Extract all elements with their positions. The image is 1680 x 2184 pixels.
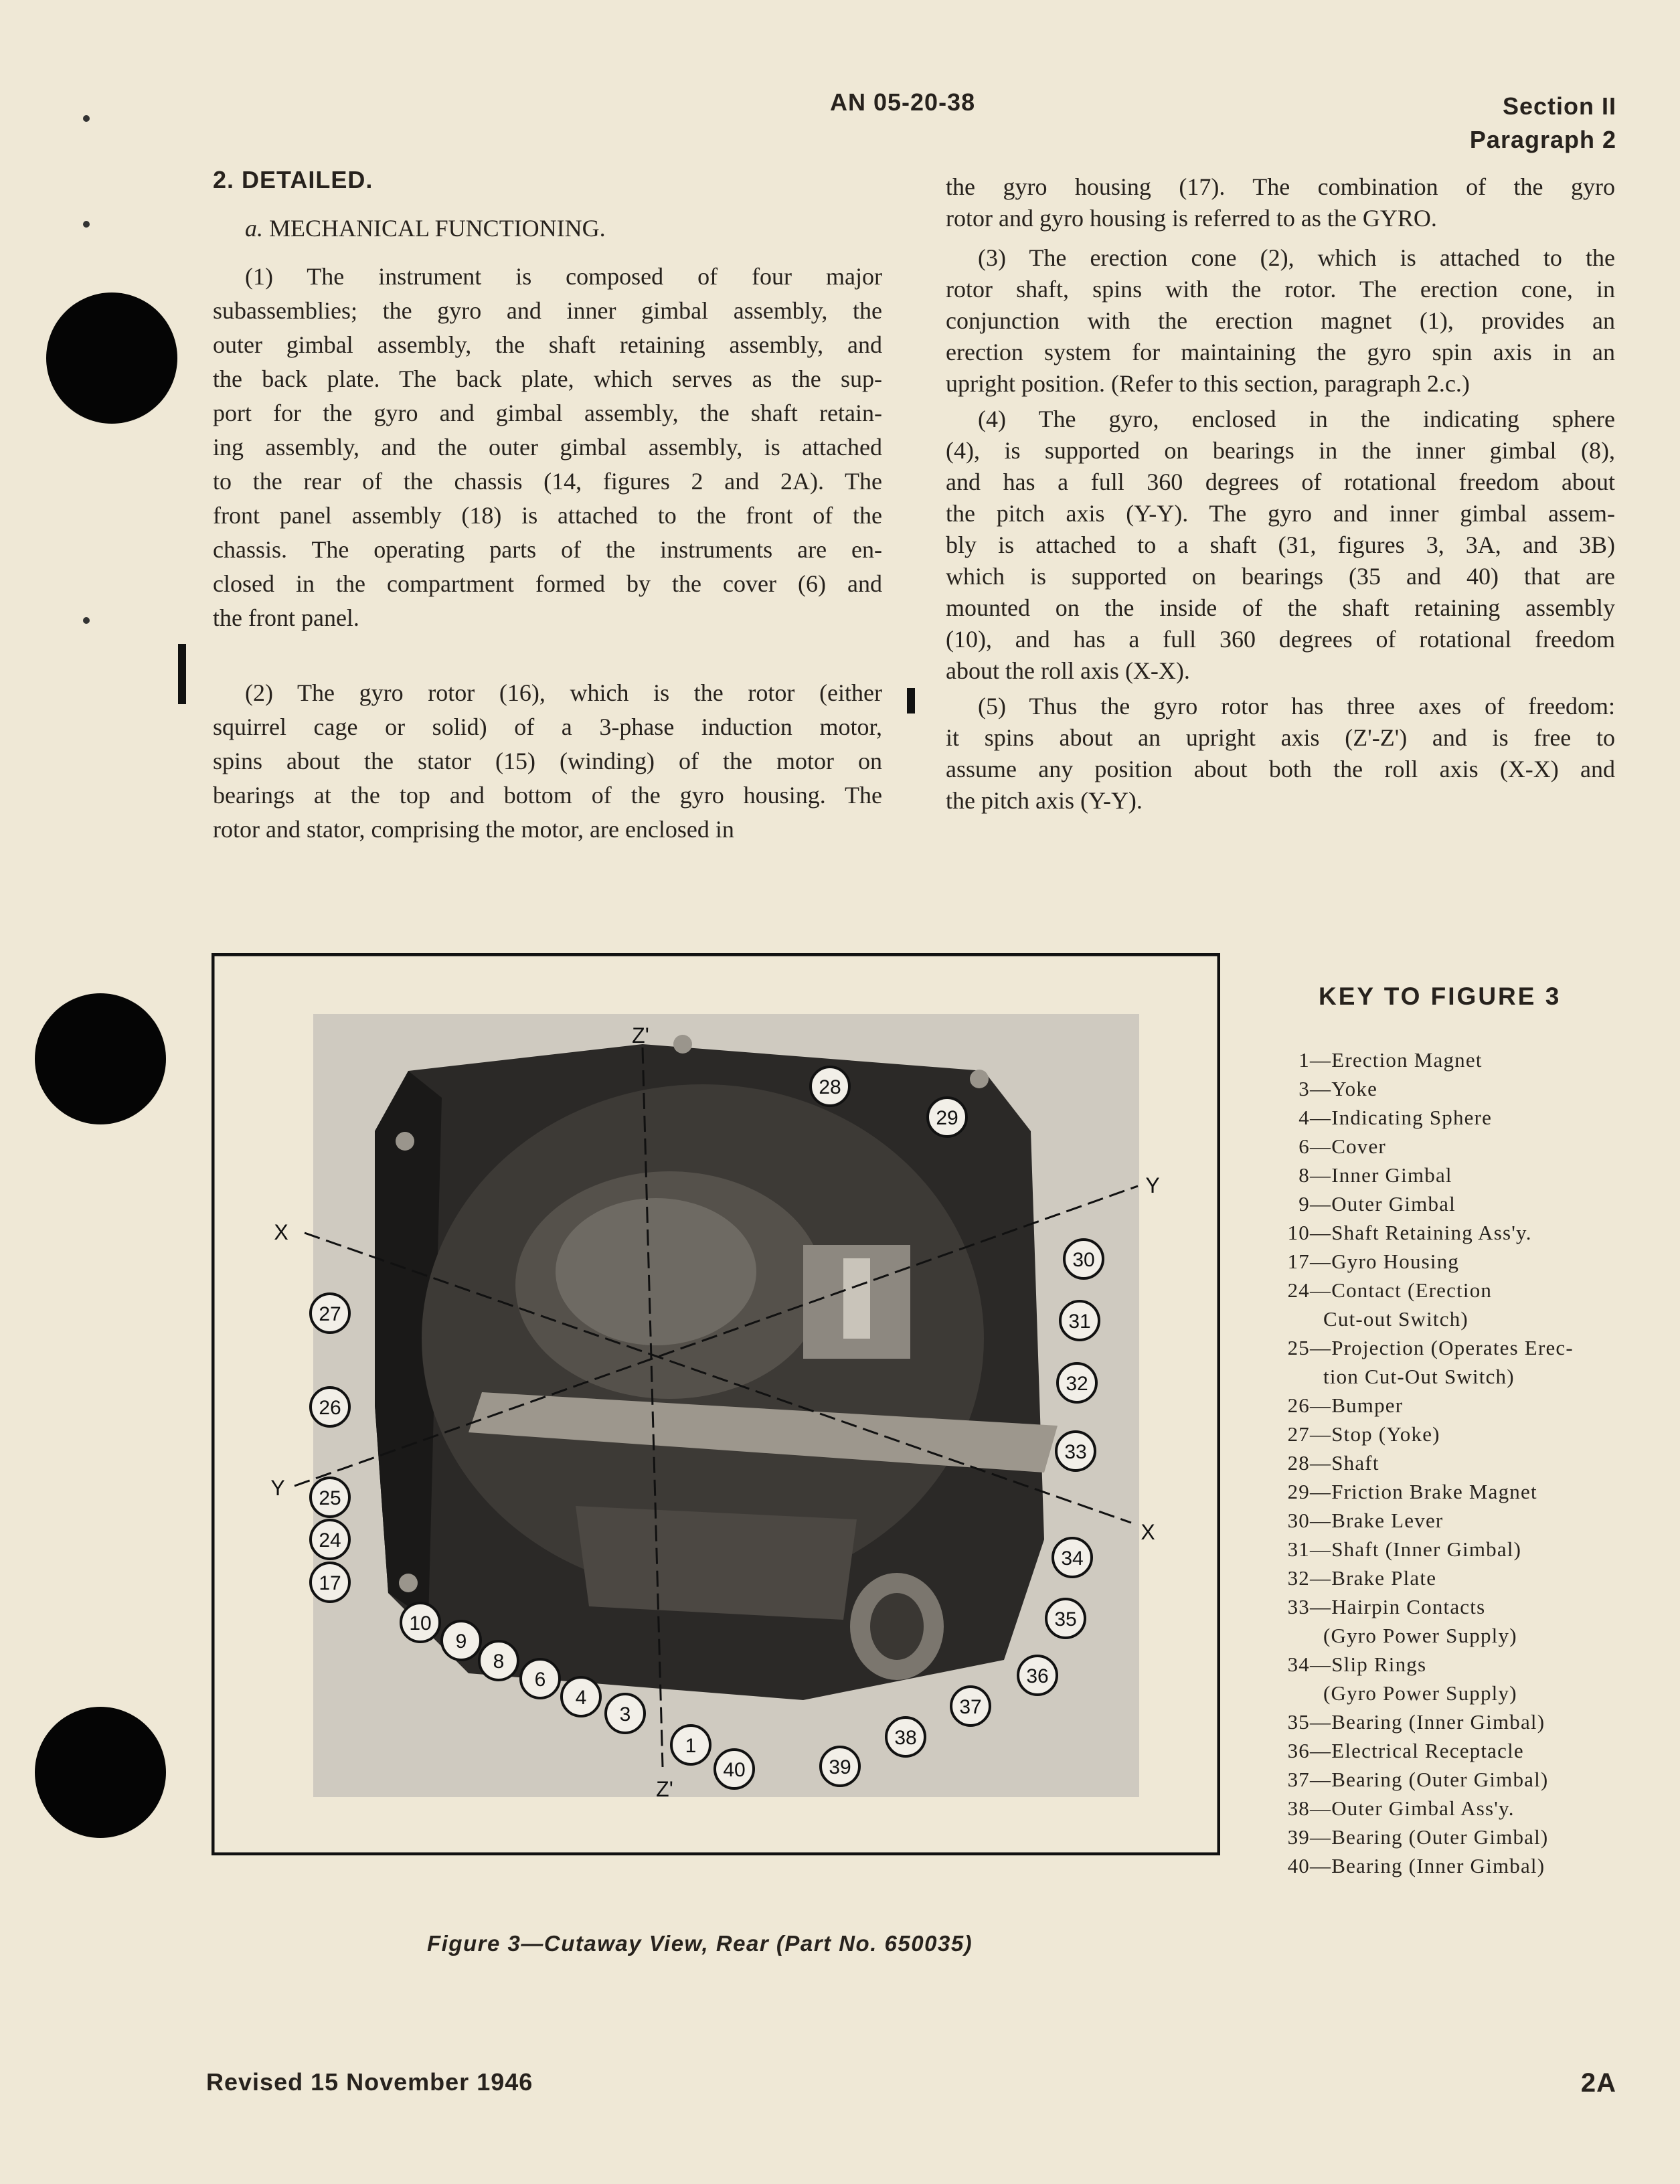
callout-number: 9: [455, 1630, 467, 1653]
subheading: [245, 214, 606, 242]
key-number: 39: [1287, 1825, 1310, 1849]
callout-33: [1056, 1432, 1095, 1471]
key-number: 35: [1287, 1710, 1310, 1734]
callout-number: 17: [319, 1572, 341, 1594]
axis-label: Y: [1145, 1173, 1160, 1197]
key-number: 37: [1287, 1768, 1310, 1791]
callout-number: 36: [1026, 1665, 1049, 1687]
text-line: rotor and stator, comprising the motor, are enclosed in: [213, 816, 734, 843]
text-line: (4) The gyro, enclosed in the indicating sphere: [978, 406, 1615, 432]
key-item: [1268, 1077, 1377, 1101]
punch-hole: [35, 1707, 166, 1838]
callout-1: [671, 1726, 710, 1764]
key-number: 6: [1298, 1135, 1310, 1158]
text-line: subassemblies; the gyro and inner gimbal assembly, the: [213, 297, 882, 324]
key-item: [1268, 1595, 1485, 1619]
callout-number: 28: [819, 1076, 841, 1098]
key-item: [1268, 1451, 1379, 1475]
key-item: [1268, 1854, 1545, 1878]
axis-label: X: [1141, 1520, 1155, 1544]
key-description: (Gyro Power Supply): [1323, 1681, 1517, 1705]
key-number: 27: [1287, 1422, 1310, 1446]
key-item: [1268, 1394, 1403, 1418]
text-line: the front panel.: [213, 604, 359, 631]
key-number: 1: [1298, 1048, 1310, 1072]
callout-37: [951, 1687, 990, 1726]
text-line: assume any position about both the roll axis (X-X) and: [946, 756, 1615, 782]
figure-3: [212, 953, 1220, 1855]
key-description: —Bearing (Outer Gimbal): [1310, 1825, 1549, 1849]
text-line: chassis. The operating parts of the instruments are en-: [213, 536, 882, 563]
key-number: 28: [1287, 1451, 1310, 1475]
text-line: port for the gyro and gimbal assembly, the shaft retain-: [213, 400, 882, 426]
callout-17: [311, 1563, 349, 1602]
callout-number: 27: [319, 1303, 341, 1325]
text-line: rotor and gyro housing is referred to as the GYRO.: [946, 205, 1437, 232]
key-number: 10: [1287, 1221, 1310, 1244]
key-item: [1268, 1566, 1436, 1590]
key-description: tion Cut-Out Switch): [1323, 1365, 1515, 1388]
key-description: —Bearing (Inner Gimbal): [1310, 1854, 1545, 1877]
key-description: —Gyro Housing: [1310, 1250, 1460, 1273]
text-line: which is supported on bearings (35 and 40) that are: [946, 563, 1615, 590]
text-line: (4), is supported on bearings in the inner gimbal (8),: [946, 437, 1615, 464]
key-number: 24: [1287, 1278, 1310, 1302]
key-item: [1268, 1163, 1452, 1187]
page-number: 2A: [1580, 2068, 1616, 2098]
callout-number: 33: [1064, 1441, 1087, 1463]
callout-10: [401, 1603, 440, 1642]
axis-label: Y: [270, 1476, 285, 1500]
callout-28: [811, 1067, 849, 1106]
key-item: [1268, 1739, 1524, 1763]
text-line: upright position. (Refer to this section, paragraph 2.c.): [946, 370, 1470, 397]
text-line: conjunction with the erection magnet (1), provides an: [946, 307, 1615, 334]
callout-number: 31: [1068, 1311, 1091, 1333]
callout-number: 37: [959, 1696, 982, 1718]
section-heading: 2. DETAILED.: [213, 166, 373, 193]
change-bar: [178, 644, 186, 704]
key-number: 32: [1287, 1566, 1310, 1590]
text-line: to the rear of the chassis (14, figures 2 and 2A). The: [213, 468, 882, 495]
key-description: —Brake Lever: [1310, 1509, 1444, 1532]
callout-38: [886, 1717, 925, 1756]
callout-30: [1064, 1240, 1103, 1278]
key-description: —Contact (Erection: [1310, 1278, 1493, 1302]
key-item: [1268, 1422, 1440, 1446]
key-description: —Erection Magnet: [1310, 1048, 1483, 1072]
key-item: [1268, 1480, 1537, 1504]
callout-number: 29: [936, 1107, 958, 1129]
key-description: —Bearing (Outer Gimbal): [1310, 1768, 1549, 1791]
text-line: (3) The erection cone (2), which is attached to the: [978, 244, 1615, 271]
key-item: [1268, 1307, 1468, 1331]
key-item: [1268, 1624, 1517, 1648]
text-line: bly is attached to a shaft (31, figures 3, 3A, and 3B): [946, 531, 1615, 558]
paragraph: [946, 691, 1615, 817]
key-item: [1268, 1278, 1492, 1303]
key-number: 31: [1287, 1537, 1310, 1561]
revision-date: Revised 15 November 1946: [206, 2068, 533, 2096]
text-line: it spins about an upright axis (Z'-Z') and is free to: [946, 724, 1615, 751]
callout-number: 3: [619, 1703, 631, 1726]
key-number: 40: [1287, 1854, 1310, 1877]
key-number: 3: [1298, 1077, 1310, 1100]
key-title: KEY TO FIGURE 3: [1319, 983, 1562, 1010]
section-label: Section II: [1502, 92, 1616, 120]
margin-dot: [83, 221, 90, 228]
key-item: [1268, 1825, 1548, 1849]
key-description: —Bearing (Inner Gimbal): [1310, 1710, 1545, 1734]
key-number: 26: [1287, 1394, 1310, 1417]
key-item: [1268, 1221, 1532, 1245]
text-line: erection system for maintaining the gyro spin axis in an: [946, 339, 1615, 365]
text-line: front panel assembly (18) is attached to the front of the: [213, 502, 882, 529]
callout-29: [928, 1098, 967, 1137]
key-number: 33: [1287, 1595, 1310, 1618]
callout-number: 30: [1072, 1249, 1095, 1271]
callout-9: [442, 1621, 481, 1660]
callout-40: [715, 1750, 754, 1788]
key-item: [1268, 1365, 1515, 1389]
callout-number: 38: [894, 1727, 917, 1749]
margin-dot: [83, 115, 90, 122]
callout-number: 35: [1054, 1608, 1077, 1630]
text-line: rotor shaft, spins with the rotor. The erection cone, in: [946, 276, 1615, 303]
key-number: 8: [1298, 1163, 1310, 1187]
key-number: 34: [1287, 1653, 1310, 1676]
key-description: —Bumper: [1310, 1394, 1404, 1417]
key-description: —Outer Gimbal: [1310, 1192, 1456, 1215]
key-description: —Hairpin Contacts: [1310, 1595, 1486, 1618]
margin-dot: [83, 617, 90, 624]
callout-32: [1058, 1363, 1096, 1402]
paragraph: [946, 242, 1615, 400]
axis-label: Z': [632, 1023, 649, 1047]
text-line: about the roll axis (X-X).: [946, 657, 1190, 684]
key-description: —Outer Gimbal Ass'y.: [1310, 1796, 1515, 1820]
callout-36: [1018, 1656, 1057, 1695]
key-number: 25: [1287, 1336, 1310, 1359]
text-line: the back plate. The back plate, which serves as the sup-: [213, 365, 882, 392]
text-line: ing assembly, and the outer gimbal assembly, is attached: [213, 434, 882, 460]
key-item: [1268, 1192, 1456, 1216]
callout-34: [1053, 1538, 1092, 1577]
text-line: (1) The instrument is composed of four major: [245, 263, 882, 290]
figure-caption: Figure 3—Cutaway View, Rear (Part No. 650035): [427, 1931, 973, 1956]
key-description: —Stop (Yoke): [1310, 1422, 1440, 1446]
callout-8: [479, 1641, 518, 1680]
key-description: —Shaft Retaining Ass'y.: [1310, 1221, 1532, 1244]
subheading-letter: a.: [245, 215, 263, 242]
text-line: (2) The gyro rotor (16), which is the rotor (either: [245, 679, 882, 706]
key-description: —Indicating Sphere: [1310, 1106, 1493, 1129]
key-item: [1268, 1710, 1545, 1734]
callout-25: [311, 1478, 349, 1517]
callout-number: 39: [829, 1756, 851, 1778]
text-line: mounted on the inside of the shaft retaining assembly: [946, 594, 1615, 621]
paragraph: [946, 404, 1615, 687]
callout-number: 26: [319, 1397, 341, 1419]
axis-label: X: [274, 1220, 288, 1244]
key-number: 38: [1287, 1796, 1310, 1820]
callout-24: [311, 1520, 349, 1559]
key-item: [1268, 1537, 1521, 1562]
callout-39: [821, 1747, 859, 1786]
key-description: —Yoke: [1310, 1077, 1378, 1100]
key-description: —Cover: [1310, 1135, 1386, 1158]
key-number: 9: [1298, 1192, 1310, 1215]
key-number: 17: [1287, 1250, 1310, 1273]
key-description: (Gyro Power Supply): [1323, 1624, 1517, 1647]
callout-number: 8: [493, 1651, 505, 1673]
key-item: [1268, 1135, 1386, 1159]
key-description: —Slip Rings: [1310, 1653, 1427, 1676]
key-number: 36: [1287, 1739, 1310, 1762]
subheading-text: MECHANICAL FUNCTIONING.: [269, 215, 606, 242]
key-description: —Brake Plate: [1310, 1566, 1437, 1590]
key-item: [1268, 1768, 1548, 1792]
key-item: [1268, 1250, 1459, 1274]
key-description: —Electrical Receptacle: [1310, 1739, 1524, 1762]
callout-number: 40: [723, 1759, 746, 1781]
callout-number: 25: [319, 1487, 341, 1509]
key-description: —Shaft: [1310, 1451, 1379, 1475]
callout-6: [521, 1659, 560, 1698]
text-line: spins about the stator (15) (winding) of the motor on: [213, 748, 882, 774]
callout-27: [311, 1294, 349, 1333]
callout-number: 6: [534, 1669, 546, 1691]
callout-number: 10: [409, 1612, 432, 1634]
key-item: [1268, 1509, 1443, 1533]
key-item: [1268, 1048, 1483, 1072]
text-line: outer gimbal assembly, the shaft retaining assembly, and: [213, 331, 882, 358]
key-item: [1268, 1106, 1492, 1130]
paragraph-label: Paragraph 2: [1469, 126, 1616, 153]
callout-number: 4: [575, 1687, 587, 1709]
callout-number: 32: [1066, 1373, 1088, 1395]
text-line: squirrel cage or solid) of a 3-phase induction motor,: [213, 713, 882, 740]
key-item: [1268, 1681, 1517, 1705]
key-description: Cut-out Switch): [1323, 1307, 1468, 1331]
key-number: 4: [1298, 1106, 1310, 1129]
key-description: —Projection (Operates Erec-: [1310, 1336, 1574, 1359]
text-line: and has a full 360 degrees of rotational freedom about: [946, 469, 1615, 495]
text-line: (5) Thus the gyro rotor has three axes of freedom:: [978, 693, 1615, 720]
key-description: —Inner Gimbal: [1310, 1163, 1452, 1187]
callout-number: 1: [685, 1735, 697, 1757]
callout-3: [606, 1694, 645, 1733]
text-line: the pitch axis (Y-Y). The gyro and inner gimbal assem-: [946, 500, 1615, 527]
callout-31: [1060, 1301, 1099, 1340]
change-bar: [907, 688, 915, 713]
key-item: [1268, 1796, 1515, 1821]
axis-label: Z': [656, 1777, 673, 1801]
punch-hole: [46, 292, 177, 424]
text-line: the gyro housing (17). The combination of the gyro: [946, 173, 1615, 200]
text-line: bearings at the top and bottom of the gyro housing. The: [213, 782, 882, 809]
document-number: AN 05-20-38: [830, 88, 976, 116]
callout-26: [311, 1388, 349, 1426]
callout-number: 34: [1061, 1547, 1084, 1570]
callout-35: [1046, 1599, 1085, 1638]
text-line: (10), and has a full 360 degrees of rotational freedom: [946, 626, 1615, 653]
punch-hole: [35, 993, 166, 1124]
key-item: [1268, 1336, 1574, 1360]
callout-number: 24: [319, 1529, 341, 1551]
key-description: —Shaft (Inner Gimbal): [1310, 1537, 1522, 1561]
key-description: —Friction Brake Magnet: [1310, 1480, 1537, 1503]
key-number: 30: [1287, 1509, 1310, 1532]
paragraph: [213, 676, 882, 847]
text-line: closed in the compartment formed by the cover (6) and: [213, 570, 882, 597]
paragraph: [946, 171, 1615, 234]
paragraph: [213, 260, 882, 635]
text-line: the pitch axis (Y-Y).: [946, 787, 1143, 814]
key-item: [1268, 1653, 1426, 1677]
callout-4: [562, 1677, 600, 1716]
key-number: 29: [1287, 1480, 1310, 1503]
